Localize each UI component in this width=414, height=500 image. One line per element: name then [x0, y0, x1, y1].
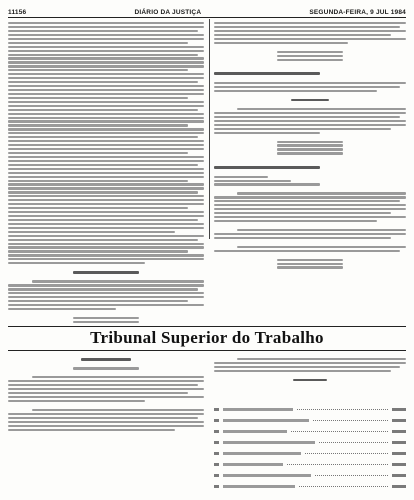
page-number: 11156	[8, 9, 27, 16]
column-divider	[209, 19, 210, 239]
page-header	[8, 4, 406, 16]
list-item	[214, 437, 406, 448]
list-item	[214, 470, 406, 481]
left-column-text	[8, 22, 204, 325]
section-title: Tribunal Superior do Trabalho	[90, 328, 324, 347]
list-item	[214, 481, 406, 492]
list-item	[214, 404, 406, 415]
publication-name: DIÁRIO DA JUSTIÇA	[134, 9, 202, 16]
header-rule	[8, 17, 406, 18]
nominal-list	[214, 404, 406, 492]
right-lower-text	[214, 358, 406, 383]
banner-rule-bottom	[8, 350, 406, 351]
issue-date: SEGUNDA-FEIRA, 9 JUL 1984	[309, 9, 406, 16]
right-column-text	[214, 22, 406, 270]
banner-rule-top	[8, 326, 406, 327]
list-item	[214, 415, 406, 426]
section-banner	[0, 328, 414, 348]
list-item	[214, 459, 406, 470]
list-item	[214, 448, 406, 459]
presidencia-section	[8, 358, 204, 432]
list-item	[214, 426, 406, 437]
